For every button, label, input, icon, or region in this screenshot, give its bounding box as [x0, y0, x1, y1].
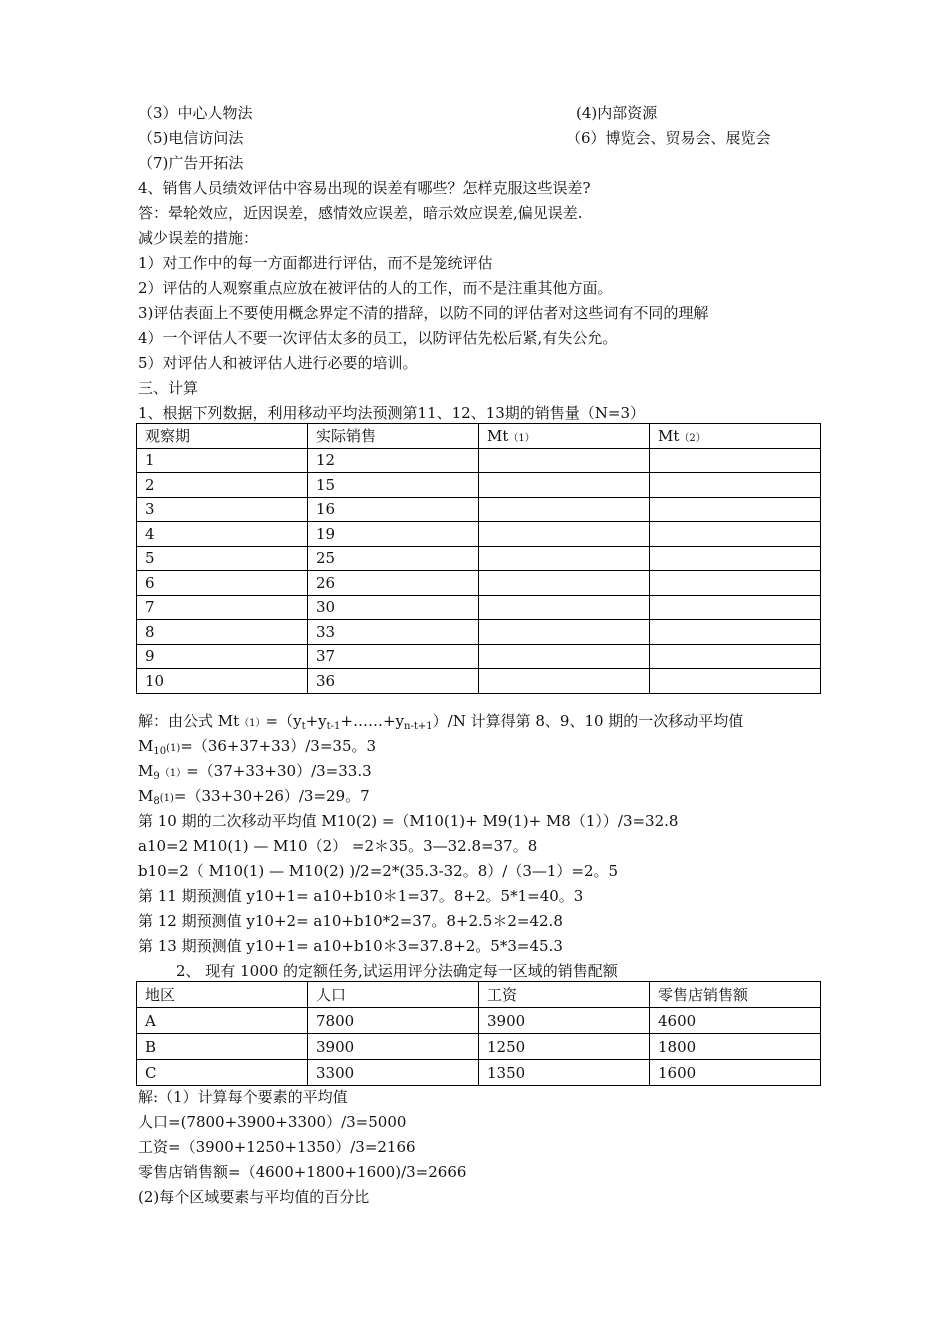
solution2-step1: 解:（1）计算每个要素的平均值: [138, 1088, 348, 1106]
solution-m9: $M_9(1)=(37+33+30)/3=33.3$: [138, 762, 372, 782]
table-cell: [650, 522, 821, 547]
table-header: 零售店销售额: [650, 982, 821, 1008]
table-cell: 5: [137, 546, 308, 571]
forecast-11: 第 11 期预测值 y10+1= a10+b10＊1=37。8+2。5*1=40。3: [138, 887, 584, 905]
table-cell: [650, 448, 821, 473]
table-header: 实际销售: [308, 424, 479, 449]
table-row: [137, 497, 821, 522]
table-cell: 1250: [479, 1034, 650, 1060]
table-cell: [479, 546, 650, 571]
table-cell: 12: [308, 448, 479, 473]
table-cell: 10: [137, 669, 308, 694]
solution-a10: a10=2 M10(1) — M10（2） =2＊35。3—32.8=37。8: [138, 837, 538, 855]
solution-formula: 解：由公式 $Mt(1)=(y_t+y_{t-1}+\dots\dots+y_{n-t+1})/N$ 计算得第 8、9、10 期的一次移动平均值: [138, 712, 744, 732]
table-row: [137, 1008, 821, 1034]
table-cell: 6: [137, 571, 308, 596]
table-cell: [479, 644, 650, 669]
table-cell: 33: [308, 620, 479, 645]
region-table: [136, 981, 821, 1086]
table-cell: B: [137, 1034, 308, 1060]
measure-1: 1）对工作中的每一方面都进行评估，而不是笼统评估: [138, 254, 493, 272]
table-header-row: [137, 424, 821, 449]
table-row: [137, 644, 821, 669]
measure-4: 4）一个评估人不要一次评估太多的员工，以防评估先松后紧,有失公允。: [138, 329, 618, 347]
problem-1: 1、根据下列数据，利用移动平均法预测第11、12、13期的销售量（N=3）: [138, 404, 646, 422]
table-cell: 7: [137, 595, 308, 620]
measure-2: 2）评估的人观察重点应放在被评估的人的工作，而不是注重其他方面。: [138, 279, 613, 297]
table-row: [137, 1060, 821, 1086]
table-cell: 16: [308, 497, 479, 522]
table-cell: 19: [308, 522, 479, 547]
problem-2: 2、 现有 1000 的定额任务,试运用评分法确定每一区域的销售配额: [176, 962, 618, 980]
table-header-row: [137, 982, 821, 1008]
table-cell: 37: [308, 644, 479, 669]
table-cell: 4600: [650, 1008, 821, 1034]
table-cell: [479, 595, 650, 620]
table-cell: 36: [308, 669, 479, 694]
sales-table: [136, 423, 821, 694]
table-cell: [650, 473, 821, 498]
table-cell: 15: [308, 473, 479, 498]
table-header: 工资: [479, 982, 650, 1008]
question-4: 4、销售人员绩效评估中容易出现的误差有哪些？怎样克服这些误差?: [138, 179, 591, 197]
table-row: [137, 546, 821, 571]
table-row: [137, 522, 821, 547]
table-cell: 8: [137, 620, 308, 645]
table-cell: 3900: [479, 1008, 650, 1034]
measures-heading: 减少误差的措施：: [138, 229, 259, 247]
solution-second-ma: 第 10 期的二次移动平均值 M10(2) =（M10(1)+ M9(1)+ M8（1））/3=32.8: [138, 812, 679, 830]
table-cell: [479, 473, 650, 498]
table-cell: [650, 620, 821, 645]
table-cell: 7800: [308, 1008, 479, 1034]
method-5: （5)电信访问法: [138, 129, 244, 147]
table-cell: [650, 595, 821, 620]
table-cell: 4: [137, 522, 308, 547]
table-row: [137, 448, 821, 473]
table-cell: [479, 571, 650, 596]
table-row: [137, 571, 821, 596]
table-cell: 1800: [650, 1034, 821, 1060]
solution-m10: $M_{10}(1)=(36+37+33)/3=35$。3: [138, 737, 377, 757]
section-heading: 三、计算: [138, 379, 199, 397]
table-cell: 1: [137, 448, 308, 473]
table-cell: A: [137, 1008, 308, 1034]
table-row: [137, 669, 821, 694]
table-cell: 3300: [308, 1060, 479, 1086]
table-cell: 1600: [650, 1060, 821, 1086]
method-6: （6）博览会、贸易会、展览会: [566, 129, 771, 147]
table-cell: 26: [308, 571, 479, 596]
forecast-12: 第 12 期预测值 y10+2= a10+b10*2=37。8+2.5＊2=42.8: [138, 912, 563, 930]
solution2-step2: (2)每个区域要素与平均值的百分比: [138, 1188, 370, 1206]
table-row: [137, 595, 821, 620]
table-cell: C: [137, 1060, 308, 1086]
table-cell: 30: [308, 595, 479, 620]
table-header: Mt（2）: [650, 424, 821, 449]
solution2-wage: 工资=（3900+1250+1350）/3=2166: [138, 1138, 416, 1156]
table-header: 观察期: [137, 424, 308, 449]
table-header: 地区: [137, 982, 308, 1008]
method-3: （3）中心人物法: [138, 104, 253, 122]
table-row: [137, 620, 821, 645]
table-cell: [650, 497, 821, 522]
table-cell: [650, 571, 821, 596]
solution-m8: $M_8(1)=(33+30+26)/3=29$。7: [138, 787, 370, 807]
table-cell: 2: [137, 473, 308, 498]
table-cell: 9: [137, 644, 308, 669]
table-cell: [650, 669, 821, 694]
table-cell: 25: [308, 546, 479, 571]
table-cell: [479, 669, 650, 694]
solution2-retail: 零售店销售额=（4600+1800+1600)/3=2666: [138, 1163, 467, 1181]
table-header: 人口: [308, 982, 479, 1008]
method-4: (4)内部资源: [576, 104, 658, 122]
table-cell: [479, 497, 650, 522]
table-cell: 3900: [308, 1034, 479, 1060]
table-cell: 3: [137, 497, 308, 522]
method-7: （7)广告开拓法: [138, 154, 244, 172]
text-line: [138, 128, 771, 148]
table-cell: [479, 620, 650, 645]
measure-5: 5）对评估人和被评估人进行必要的培训。: [138, 354, 418, 372]
table-cell: [650, 644, 821, 669]
solution-b10: b10=2（ M10(1) — M10(2) )/2=2*(35.3-32。8）/（3—1）=2。5: [138, 862, 619, 880]
table-header: Mt（1）: [479, 424, 650, 449]
table-row: [137, 473, 821, 498]
table-cell: [479, 448, 650, 473]
measure-3: 3)评估表面上不要使用概念界定不清的措辞，以防不同的评估者对这些词有不同的理解: [138, 304, 709, 322]
forecast-13: 第 13 期预测值 y10+1= a10+b10＊3=37.8+2。5*3=45.3: [138, 937, 563, 955]
text-line: [138, 103, 658, 123]
table-cell: 1350: [479, 1060, 650, 1086]
table-row: [137, 1034, 821, 1060]
table-cell: [479, 522, 650, 547]
solution2-population: 人口=(7800+3900+3300）/3=5000: [138, 1113, 407, 1131]
table-cell: [650, 546, 821, 571]
answer-4: 答：晕轮效应，近因误差，感情效应误差，暗示效应误差,偏见误差.: [138, 204, 583, 222]
